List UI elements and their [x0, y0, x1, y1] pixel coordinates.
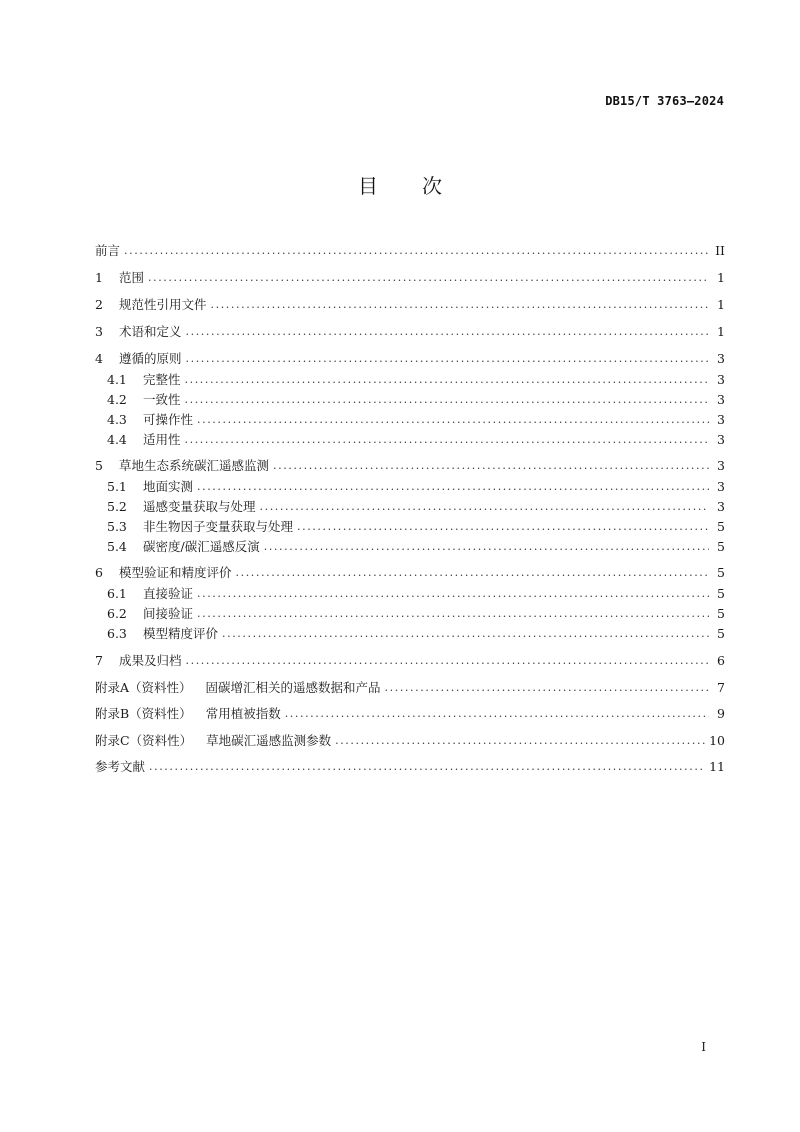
toc-leader-dots — [149, 758, 705, 776]
toc-entry[interactable] — [95, 652, 725, 670]
toc-entry-page: 7 — [717, 680, 725, 695]
toc-entry-number: 6.2 — [107, 606, 127, 621]
toc-entry-label: 间接验证 — [143, 606, 194, 621]
toc-entry[interactable] — [95, 732, 725, 750]
toc-leader-dots — [222, 625, 709, 643]
toc-entry-number: 4 — [95, 351, 103, 366]
toc-leader-dots — [186, 323, 709, 341]
toc-entry-number: 5 — [95, 458, 103, 473]
toc-entry[interactable] — [107, 431, 725, 449]
toc-leader-dots — [211, 296, 709, 314]
toc-entry-page: 6 — [717, 653, 725, 668]
toc-entry-number: 5.1 — [107, 479, 127, 494]
toc-entry[interactable] — [107, 391, 725, 409]
toc-leader-dots — [260, 498, 709, 516]
toc-leader-dots — [185, 431, 709, 449]
toc-entry-page: 3 — [717, 372, 725, 387]
toc-entry[interactable] — [107, 625, 725, 643]
toc-entry-page: 5 — [717, 586, 725, 601]
toc-entry-label: 地面实测 — [143, 479, 194, 494]
page-title — [0, 170, 800, 199]
toc-entry-label: 非生物因子变量获取与处理 — [143, 519, 294, 534]
toc-entry-page: 9 — [717, 706, 725, 721]
toc-leader-dots — [124, 242, 709, 260]
toc-entry-label: 范围 — [119, 270, 145, 285]
toc-leader-dots — [297, 518, 709, 536]
toc-entry-page: 1 — [717, 324, 725, 339]
toc-entry-page: 3 — [717, 479, 725, 494]
toc-entry[interactable] — [95, 296, 725, 314]
toc-leader-dots — [186, 350, 709, 368]
toc-entry-label: 常用植被指数 — [205, 706, 281, 721]
toc-entry-number: 6.1 — [107, 586, 127, 601]
footer-page-number: I — [701, 1040, 706, 1054]
toc-entry[interactable] — [95, 350, 725, 368]
toc-entry-label: 可操作性 — [143, 412, 194, 427]
toc-entry-page: 3 — [717, 412, 725, 427]
toc-entry[interactable] — [107, 411, 725, 429]
toc-entry[interactable] — [95, 242, 725, 260]
toc-leader-dots — [185, 391, 709, 409]
toc-entry[interactable] — [107, 518, 725, 536]
toc-entry-page: 1 — [717, 297, 725, 312]
toc-entry-label: 模型精度评价 — [143, 626, 219, 641]
toc-entry-appendix-prefix: 附录A（资料性） — [95, 680, 192, 695]
toc-entry-label: 直接验证 — [143, 586, 194, 601]
toc-entry-number: 1 — [95, 270, 103, 285]
toc-entry-label: 草地碳汇遥感监测参数 — [206, 733, 332, 748]
toc-entry-page: II — [715, 243, 725, 258]
toc-entry-label: 参考文献 — [95, 759, 146, 774]
toc-entry-number: 4.3 — [107, 412, 127, 427]
toc-leader-dots — [264, 538, 709, 556]
toc-leader-dots — [285, 705, 709, 723]
toc-entry-page: 5 — [717, 539, 725, 554]
toc-entry-label: 成果及归档 — [119, 653, 182, 668]
toc-entry[interactable] — [95, 679, 725, 697]
toc-entry[interactable] — [95, 758, 725, 776]
toc-leader-dots — [197, 478, 709, 496]
toc-leader-dots — [185, 371, 709, 389]
toc-entry-number: 6.3 — [107, 626, 127, 641]
toc-leader-dots — [273, 457, 709, 475]
toc-entry[interactable] — [107, 498, 725, 516]
toc-entry[interactable] — [107, 585, 725, 603]
toc-entry-page: 5 — [717, 626, 725, 641]
toc-entry-number: 5.2 — [107, 499, 127, 514]
toc-entry-label: 碳密度/碳汇遥感反演 — [143, 539, 260, 554]
toc-entry[interactable] — [107, 478, 725, 496]
toc-entry[interactable] — [107, 605, 725, 623]
toc-entry-page: 3 — [717, 351, 725, 366]
title-char-left: 目 — [358, 174, 378, 198]
toc-entry-page: 5 — [717, 606, 725, 621]
toc-entry-number: 6 — [95, 565, 103, 580]
toc-entry-number: 7 — [95, 653, 103, 668]
toc-entry-label: 规范性引用文件 — [119, 297, 207, 312]
toc-entry-label: 术语和定义 — [119, 324, 182, 339]
toc-entry[interactable] — [107, 538, 725, 556]
toc-entry-page: 3 — [717, 458, 725, 473]
toc-entry-number: 4.4 — [107, 432, 127, 447]
toc-entry[interactable] — [95, 457, 725, 475]
toc-entry-label: 遵循的原则 — [119, 351, 182, 366]
toc-entry-number: 4.2 — [107, 392, 127, 407]
toc-entry[interactable] — [95, 705, 725, 723]
toc-leader-dots — [197, 605, 709, 623]
toc-leader-dots — [148, 269, 709, 287]
toc-leader-dots — [197, 585, 709, 603]
toc-entry-number: 2 — [95, 297, 103, 312]
toc-entry-label: 草地生态系统碳汇遥感监测 — [119, 458, 270, 473]
toc-entry-label: 一致性 — [143, 392, 181, 407]
toc-entry[interactable] — [95, 564, 725, 582]
title-char-right: 次 — [422, 174, 442, 198]
toc-leader-dots — [236, 564, 709, 582]
toc-entry-number: 5.4 — [107, 539, 127, 554]
toc-entry-number: 4.1 — [107, 372, 127, 387]
toc-leader-dots — [197, 411, 709, 429]
toc-entry[interactable] — [95, 323, 725, 341]
toc-entry-number: 5.3 — [107, 519, 127, 534]
toc-entry-page: 3 — [717, 392, 725, 407]
toc-leader-dots — [335, 732, 705, 750]
toc-leader-dots — [186, 652, 709, 670]
toc-entry-label: 遥感变量获取与处理 — [143, 499, 256, 514]
toc-entry-label: 完整性 — [143, 372, 181, 387]
toc-entry-page: 10 — [709, 733, 725, 748]
toc-entry-page: 5 — [717, 565, 725, 580]
toc-entry-page: 5 — [717, 519, 725, 534]
toc-entry[interactable] — [95, 269, 725, 287]
toc-entry-label: 模型验证和精度评价 — [119, 565, 232, 580]
toc-entry-label: 适用性 — [143, 432, 181, 447]
standard-code: DB15/T 3763—2024 — [605, 94, 724, 108]
toc-entry-label: 前言 — [95, 243, 121, 258]
toc-entry-page: 3 — [717, 499, 725, 514]
toc-entry-page: 1 — [717, 270, 725, 285]
toc-entry-page: 11 — [709, 759, 725, 774]
toc-entry[interactable] — [107, 371, 725, 389]
toc-entry-page: 3 — [717, 432, 725, 447]
toc-entry-appendix-prefix: 附录C（资料性） — [95, 733, 193, 748]
toc-entry-number: 3 — [95, 324, 103, 339]
toc-entry-label: 固碳增汇相关的遥感数据和产品 — [205, 680, 381, 695]
toc-entry-appendix-prefix: 附录B（资料性） — [95, 706, 192, 721]
toc-leader-dots — [385, 679, 709, 697]
